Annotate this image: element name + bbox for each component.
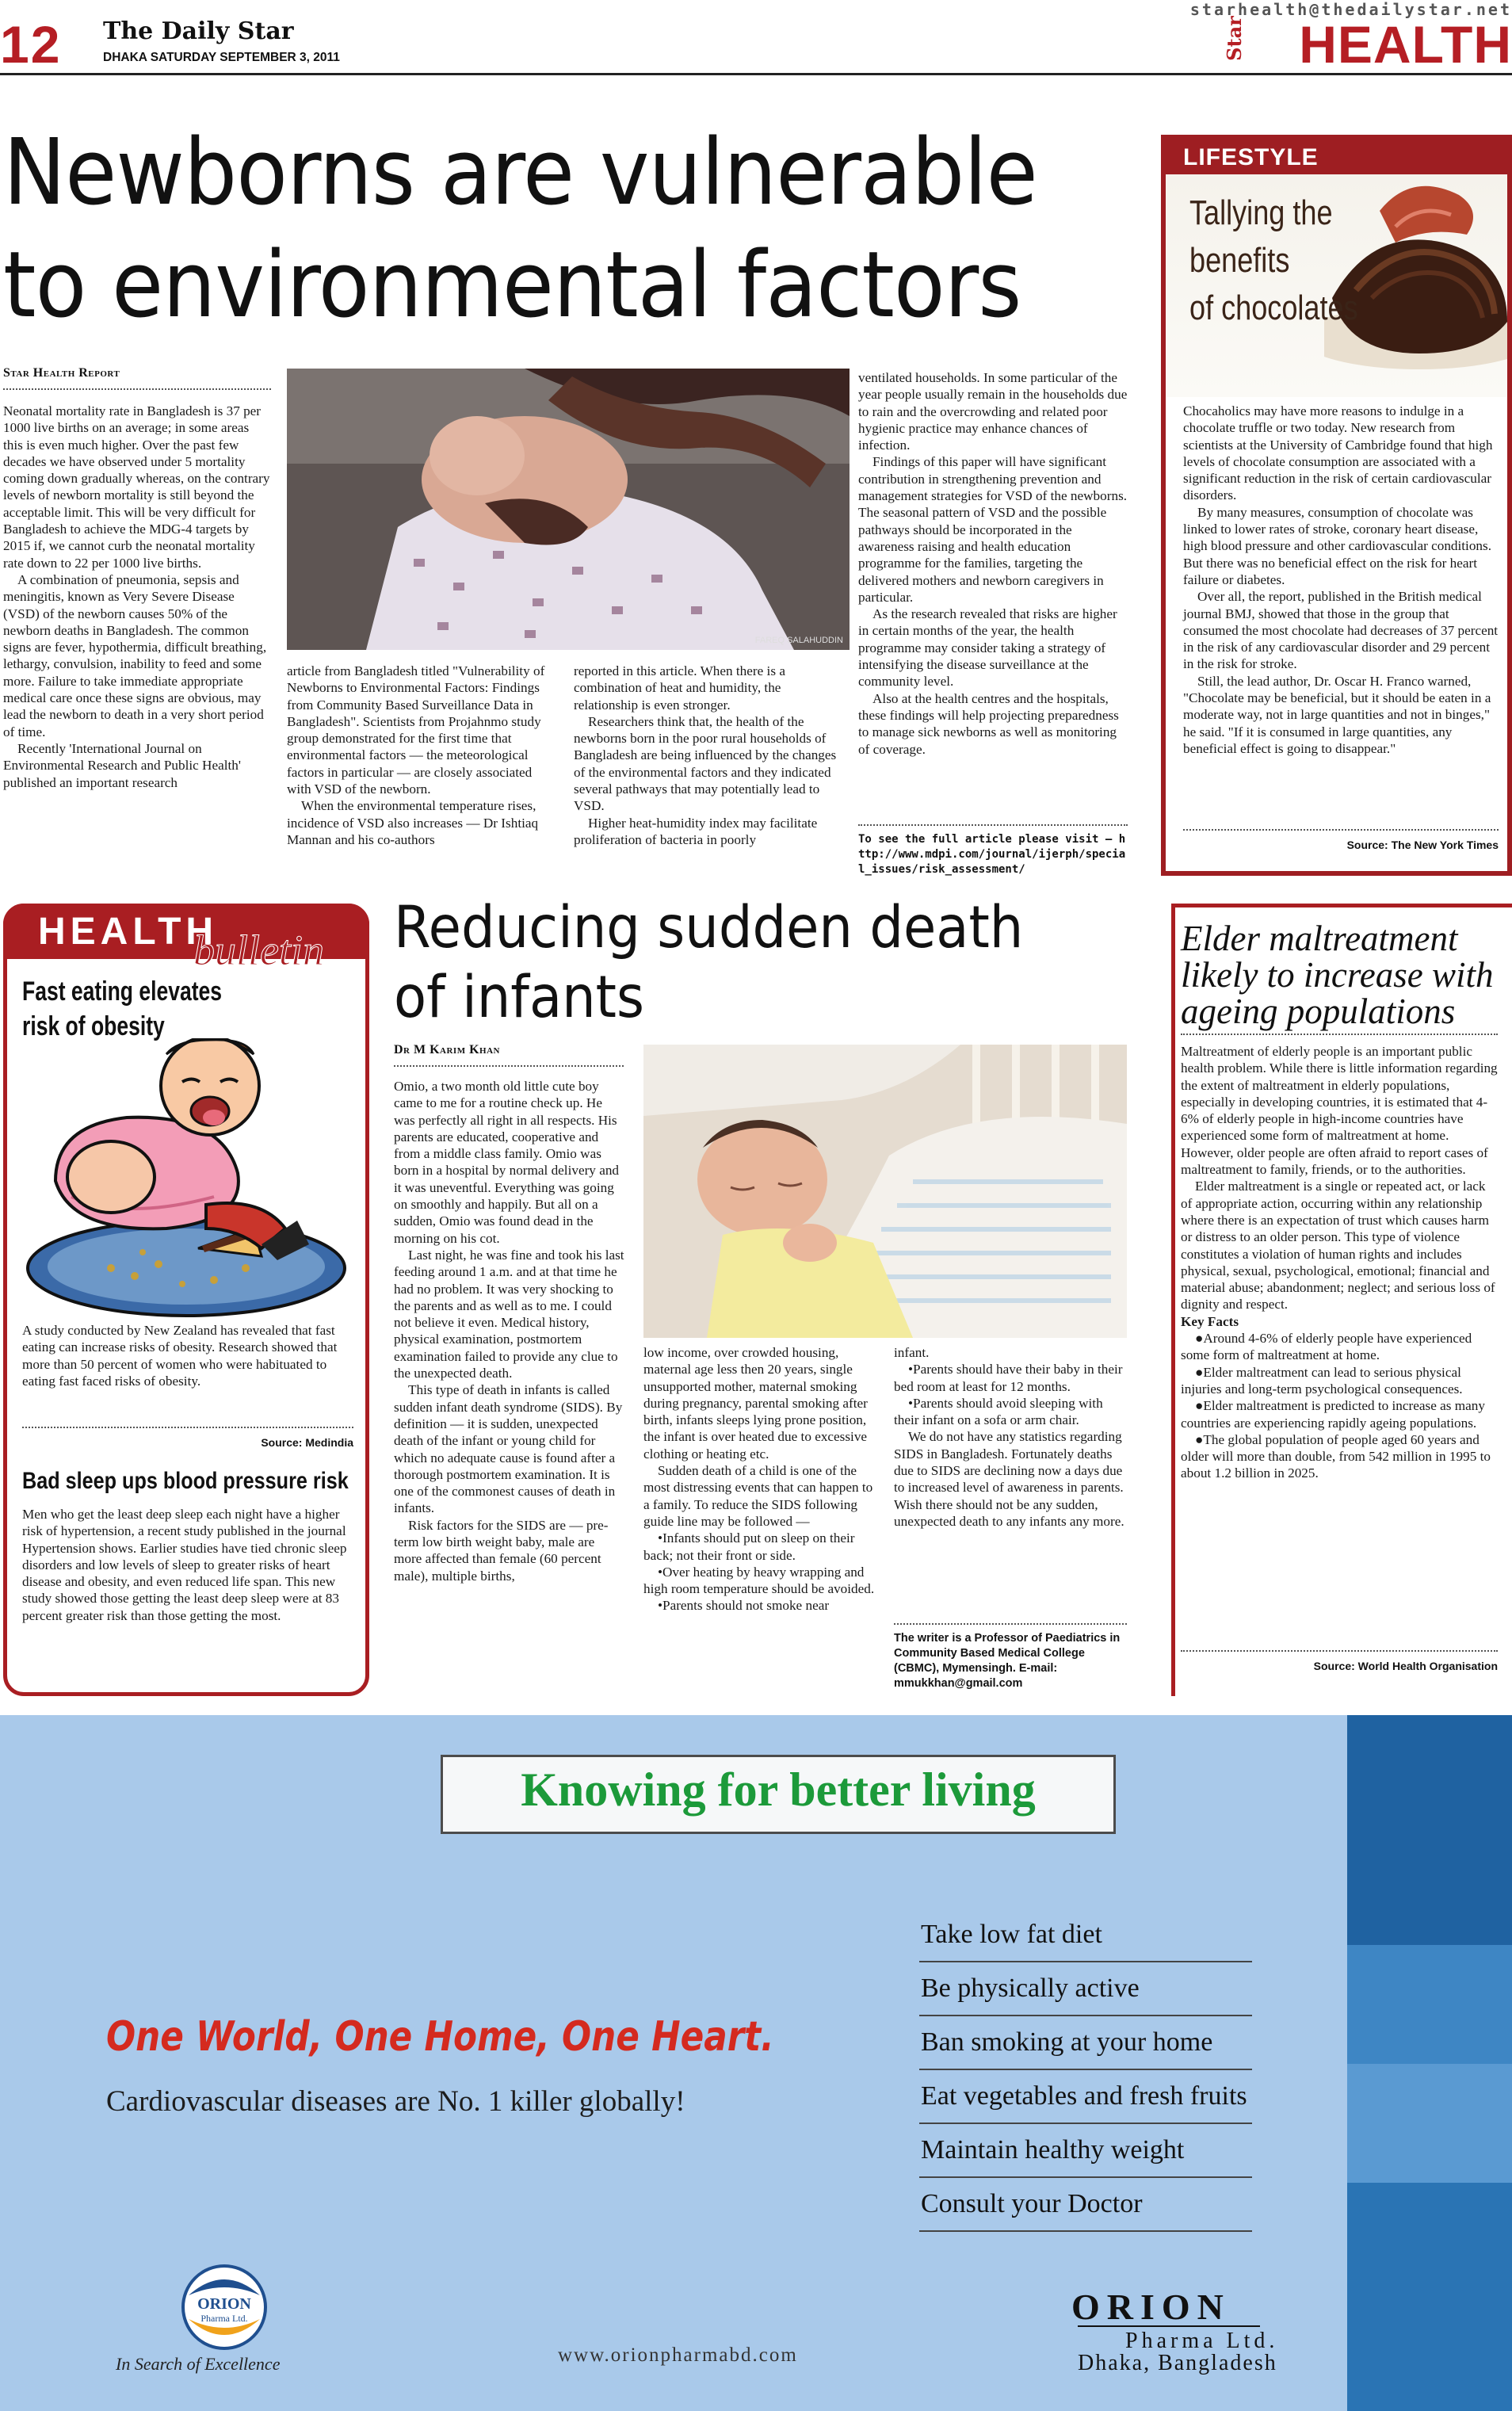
ad-banner-text: Knowing for better living	[521, 1763, 1036, 1816]
paragraph: Recently 'International Journal on Environmental Research and Public Health' published an important research	[3, 740, 241, 790]
fact: ●Elder maltreatment is predicted to increase as many countries are experiencing rapidly ageing populations.	[1181, 1398, 1485, 1431]
lifestyle-title-line1: Tallying the	[1189, 193, 1333, 232]
main-col4	[858, 369, 1128, 758]
bulletin-item1-rule	[22, 1427, 353, 1428]
ad-tip-text: Ban smoking at your home	[921, 2027, 1213, 2057]
ad-stripe-dark	[1347, 2183, 1512, 2411]
paragraph: Neonatal mortality rate in Bangladesh is 37 per 1000 live births on an average; in some areas this is even much higher. Over the past few decades we have observed under 5 mortality coming down gradually whereas, on the contrary levels of newborn mortality is still beyond the acceptable limit. This will be very difficult for Bangladesh to achieve the MDG-4 targets by 2015 if, we cannot curb the neonatal mortality rate down to 22 per 1000 live births.	[3, 403, 270, 571]
lifestyle-label-bar	[1166, 139, 1507, 174]
writer-note-rule	[894, 1623, 1127, 1625]
newborn-photo	[287, 369, 850, 650]
ad-tip	[919, 2124, 1252, 2178]
paragraph: Also at the health centres and the hospitals, these findings will help projecting preparedness to manage sick newborns as well as monitoring of coverage.	[858, 690, 1119, 757]
sids-headline-line2: of infants	[394, 964, 645, 1031]
ad-subline: Cardiovascular diseases are No. 1 killer globally!	[106, 2085, 685, 2118]
key-facts-title: Key Facts	[1181, 1313, 1239, 1329]
paragraph: infant.	[894, 1345, 930, 1360]
page-number: 12	[0, 15, 62, 74]
ad-tip	[919, 2178, 1252, 2232]
ad-stripe-column	[1347, 1715, 1512, 2411]
paragraph: Still, the lead author, Dr. Oscar H. Franco warned, "Chocolate may be beneficial, but it should be eaten in a moderate way, not in large quantities and not in binges," he said. "If it is consumed in large quantities, any beneficial effect is going to disappear."	[1183, 673, 1491, 756]
header-rule	[0, 73, 1512, 75]
lifestyle-title-line3: of chocolates	[1189, 288, 1358, 327]
orion-company-sub: Pharma Ltd.	[1125, 2329, 1279, 2353]
bulletin-label-bulletin: bulletin	[193, 927, 324, 974]
orion-logo-small-name: ORION	[197, 2295, 251, 2313]
lifestyle-label: LIFESTYLE	[1183, 144, 1319, 170]
paragraph: A study conducted by New Zealand has revealed that fast eating can increase risks of obesity. Research showed that more than 50 percent of women who were habituated to eating fast faced risks of obesity.	[22, 1323, 338, 1389]
lifestyle-body	[1183, 403, 1499, 757]
paragraph: low income, over crowded housing, maternal age less then 20 years, single unsupported mother, maternal smoking during pregnancy, parental smoking after birth, infants sleeps lying prone position, the infant is over heated due to excessive clothing or heating etc.	[643, 1345, 868, 1462]
orion-company-city: Dhaka, Bangladesh	[1078, 2351, 1277, 2375]
elder-source-rule	[1181, 1650, 1498, 1652]
ad-slogan: One World, One Home, One Heart.	[106, 2013, 774, 2061]
fact: ●The global population of people aged 60 years and older will more than double, from 542 million in 1995 to about 1.2 billion in 2025.	[1181, 1431, 1491, 1481]
paragraph: Chocaholics may have more reasons to indulge in a chocolate truffle or two today. New research from scientists at the University of Cambridge found that high levels of chocolate consumption are associated with a significant reduction in the risk of certain cardiovascular disorders.	[1183, 403, 1493, 503]
sids-col1	[394, 1078, 625, 1584]
lifestyle-source: Source: The New York Times	[1346, 839, 1499, 851]
paragraph: •Parents should not smoke near	[658, 1598, 830, 1614]
orion-tagline: In Search of Excellence	[116, 2354, 281, 2374]
ad-stripe-mid	[1347, 2064, 1512, 2183]
paragraph: When the environmental temperature rises, incidence of VSD also increases — Dr Ishtiaq Mannan and his co-authors	[287, 798, 539, 847]
lifestyle-image	[1166, 139, 1507, 397]
ad-tip	[919, 1962, 1252, 2016]
bulletin-label-health: HEALTH	[38, 911, 219, 953]
lifestyle-title-line2: benefits	[1189, 241, 1290, 280]
ad-tip-text: Take low fat diet	[921, 1920, 1102, 1949]
ad-tip-text: Be physically active	[921, 1974, 1140, 2003]
fact: ●Around 4-6% of elderly people have experienced some form of maltreatment at home.	[1181, 1331, 1472, 1363]
main-headline-line2: to environmental factors	[3, 232, 1021, 338]
chocolate-graphic	[1324, 179, 1507, 385]
sids-col3	[894, 1344, 1127, 1530]
section-label: HEALTH	[1299, 15, 1512, 74]
sleeping-baby-graphic	[643, 1045, 1127, 1338]
paragraph: article from Bangladesh titled "Vulnerability of Newborns to Environmental Factors: Findings from Community Based Surveillance Data in Bangladesh". Scientists from Projahnmo study group demonstrated for the first time that environmental factors — the meteorological factors in particular — are closely associated with VSD of the newborn.	[287, 663, 545, 797]
elder-headline-line1: Elder maltreatment	[1181, 919, 1458, 958]
paragraph: Over all, the report, published in the British medical journal BMJ, showed that those in the group that consumed the most chocolate had decreases of 37 percent in the risk of any cardiovascular disorder and 29 percent in the risk for stroke.	[1183, 589, 1499, 672]
paragraph: As the research revealed that risks are higher in certain months of the year, the health programme may consider taking a strategy of intensifying the disease surveillance at the community level.	[858, 606, 1117, 690]
orion-website[interactable]: www.orionpharmabd.com	[558, 2344, 798, 2366]
ad-stripe-light	[1347, 1945, 1512, 2064]
paragraph: •Over heating by heavy wrapping and high room temperature should be avoided.	[643, 1564, 875, 1597]
ad-tip	[919, 2070, 1252, 2124]
paragraph: We do not have any statistics regarding SIDS in Bangladesh. Fortunately deaths due to SIDS are declining now a days due to increased level of awareness in parents. Wish there should not be any sudden, unexpected death to any infants any more.	[894, 1429, 1124, 1529]
elder-headline-rule	[1181, 1034, 1498, 1035]
bulletin-item1-title-line1: Fast eating elevates	[22, 976, 223, 1007]
bulletin-item1-source: Source: Medindia	[261, 1436, 353, 1449]
paragraph: •Parents should avoid sleeping with their infant on a sofa or arm chair.	[894, 1395, 1103, 1428]
paragraph: Elder maltreatment is a single or repeated act, or lack of appropriate action, occurring within any relationship where there is an expectation of trust which causes harm or distress to an older person. This type of violence constitutes a violation of human rights and includes physical, sexual, psychological, emotional; financial and material abuse; abandonment; neglect; and serious loss of dignity and respect.	[1181, 1179, 1495, 1312]
paragraph: Researchers think that, the health of the newborns born in the poor rural households of Bangladesh are being influenced by the changes of the environmental factors and they indicated several pathways that may potentially lead to VSD.	[574, 713, 837, 814]
paragraph: Maltreatment of elderly people is an important public health problem. While there is little information regarding the extent of maltreatment in elderly populations, especially in developing countries, it is estimated that 4-6% of elderly people in high-income countries have experienced some form of maltreatment at home. However, older people are often afraid to report cases of maltreatment to family, friends, or to the authorities.	[1181, 1044, 1498, 1178]
paragraph: ventilated households. In some particular of the year people usually remain in the households due to rain and the overcrowding and related poor hygienic practice may enhance chances of infection.	[858, 370, 1128, 453]
main-headline-line1: Newborns are vulnerable	[3, 120, 1037, 226]
elder-body	[1181, 1043, 1498, 1482]
paragraph: Findings of this paper will have significant contribution in strengthening prevention and management strategies for VSD of the newborns. The seasonal pattern of VSD and the possible pathways should be incorporated in the awareness raising and health education programme for the families, targeting the delivered mothers and newborn caregivers in particular.	[858, 454, 1128, 605]
section-email: starhealth@thedailystar.net	[1189, 0, 1512, 19]
link-note-rule	[858, 824, 1128, 826]
paragraph: Omio, a two month old little cute boy came to me for a routine check up. He was perfectly all right in all respects. His parents are educated, cooperative and from a middle class family. Omio was born in a hospital by normal delivery and it was uneventful. Everything was going on smoothly and happily. But all on a sudden, Omio was found dead in the morning on his cot.	[394, 1079, 620, 1246]
ad-tip-text: Maintain healthy weight	[921, 2135, 1185, 2165]
sids-byline-rule	[394, 1065, 624, 1067]
sleeping-baby-photo	[643, 1045, 1127, 1338]
lifestyle-source-rule	[1183, 829, 1499, 831]
paragraph: reported in this article. When there is a combination of heat and humidity, the relationship is even stronger.	[574, 663, 785, 713]
paragraph: Higher heat-humidity index may facilitate proliferation of bacteria in poorly	[574, 815, 818, 847]
paragraph: •Parents should have their baby in their bed room at least for 12 months.	[894, 1362, 1123, 1394]
paragraph: By many measures, consumption of chocolate was linked to lower rates of stroke, coronary heart disease, high blood pressure and other cardiovascular conditions. But there was no beneficial effect on the risk for heart failure or diabetes.	[1183, 504, 1492, 587]
paragraph: A combination of pneumonia, sepsis and meningitis, known as Very Severe Disease (VSD) of the newborn causes 50% of the newborn deaths in Bangladesh. The common signs are fever, hypothermia, difficult breathing, lethargy, convulsion, inability to feed and some more. Failure to take immediate appropriate medical care once these signs are obvious, may lead the newborn to death in a very short period of time.	[3, 571, 267, 739]
writer-note: The writer is a Professor of Paediatrics in Community Based Medical College (CBMC), Mymensingh. E-mail: mmukkhan@gmail.com	[894, 1632, 1121, 1690]
elder-headline-line3: ageing populations	[1181, 992, 1456, 1031]
ad-tips-list	[919, 1909, 1252, 2232]
paragraph: •Infants should put on sleep on their back; not their front or side.	[643, 1530, 855, 1563]
orion-logo-small-sub: Pharma Ltd.	[200, 2313, 248, 2324]
sids-byline: Dr M Karim Khan	[394, 1043, 500, 1056]
main-byline: Star Health Report	[3, 366, 120, 380]
fact: ●Elder maltreatment can lead to serious physical injuries and long-term psychological consequences.	[1181, 1364, 1463, 1397]
main-byline-rule	[3, 388, 271, 390]
sids-col2	[643, 1344, 876, 1614]
ad-tip	[919, 1909, 1252, 1962]
sids-headline-line1: Reducing sudden death	[394, 894, 1024, 961]
paragraph: Men who get the least deep sleep each night have a higher risk of hypertension, a recent study published in the journal Hypertension shows. Earlier studies have tied chronic sleep disorders and low levels of sleep to greater risks of heart disease and obesity, and even reduced life span. This new study showed those getting the least deep sleep were at 83 percent greater risk than those getting the most.	[22, 1507, 347, 1623]
paragraph: Risk factors for the SIDS are — pre-term low birth weight baby, male are more affected than female (60 percent male), multiple births,	[394, 1517, 609, 1584]
paragraph: This type of death in infants is called sudden infant death syndrome (SIDS). By definition — it is sudden, unexpected death of the infant or young child for which no adequate cause is found after a thorough postmortem examination. It is one of the commonest causes of death in infants.	[394, 1382, 623, 1516]
dateline: DHAKA SATURDAY SEPTEMBER 3, 2011	[103, 51, 340, 64]
masthead-name: The Daily Star	[103, 17, 294, 45]
paragraph: Last night, he was fine and took his last feeding around 1 a.m. and at that time he had no problem. It was very shocking to the parents and as well as to me. I could not believe it even. Medical history, physical examination, postmortem examination failed to provide any clue to the unexpected death.	[394, 1247, 624, 1381]
obesity-cartoon	[24, 1038, 349, 1320]
bulletin-item1-title-line2: risk of obesity	[22, 1011, 165, 1041]
ad-tip-text: Consult your Doctor	[921, 2189, 1143, 2218]
star-logo: Star	[1223, 16, 1247, 61]
ad-tip	[919, 2016, 1252, 2070]
orion-company-name: ORION	[1071, 2287, 1231, 2327]
bulletin-item2-title: Bad sleep ups blood pressure risk	[22, 1468, 349, 1494]
elder-source: Source: World Health Organisation	[1313, 1660, 1498, 1672]
main-col2	[287, 663, 555, 848]
bulletin-item2-text	[22, 1506, 353, 1624]
bulletin-item1-text	[22, 1322, 353, 1389]
elder-headline-line2: likely to increase with	[1181, 955, 1494, 995]
orion-company-rule	[1078, 2325, 1260, 2327]
ad-tip-text: Eat vegetables and fresh fruits	[921, 2081, 1247, 2111]
photo-credit: FAREQ SALAHUDDIN	[754, 636, 843, 645]
link-note[interactable]: To see the full article please visit — http://www.mdpi.com/journal/ijerph/special_issues/risk_assessment/	[858, 833, 1126, 876]
main-col1	[3, 403, 271, 791]
main-col3	[574, 663, 842, 848]
newborn-photo-graphic	[287, 369, 850, 650]
paragraph: Sudden death of a child is one of the most distressing events that can happen to a family. To reduce the SIDS following guide line may be followed —	[643, 1463, 873, 1529]
